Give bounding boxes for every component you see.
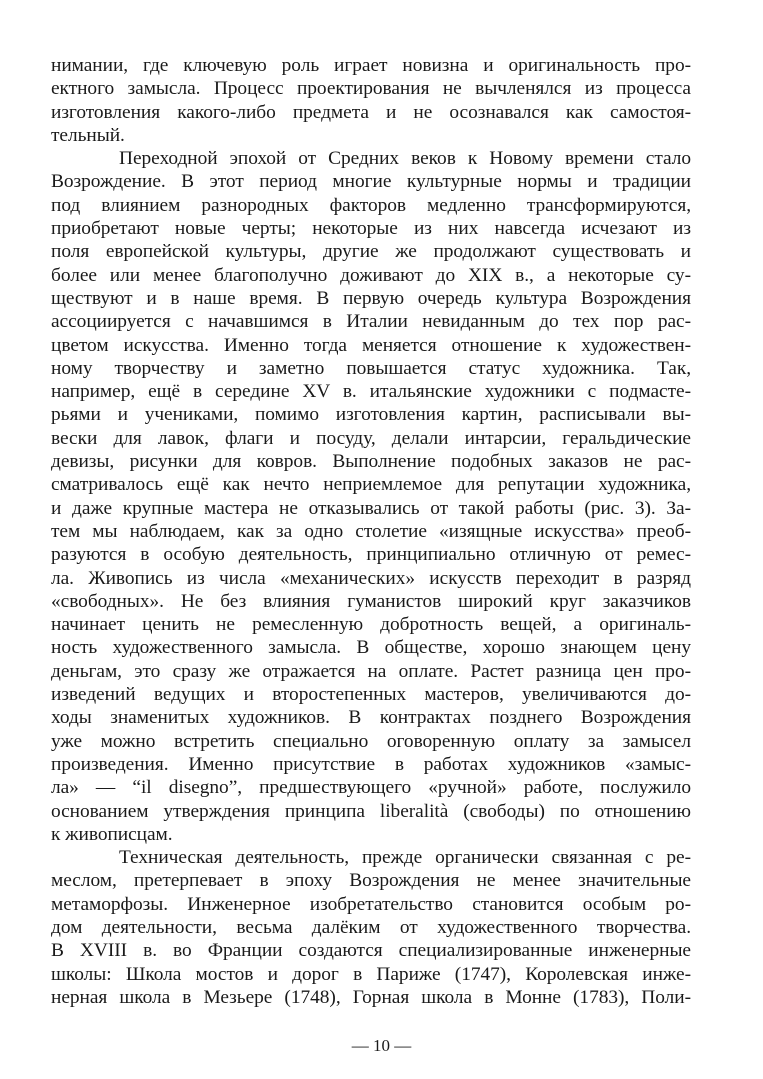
text-line: цветом искусства. Именно тогда меняется отношение к художествен- xyxy=(51,334,691,356)
text-line: к живописцам. xyxy=(51,823,173,845)
text-line: поля европейской культуры, другие же продолжают существовать и xyxy=(51,241,691,263)
text-flow xyxy=(51,54,691,1009)
text-line: изготовления какого-либо предмета и не осознавался как самостоя- xyxy=(51,101,691,123)
text-line: разуются в особую деятельность, принципиально отличную от ремес- xyxy=(51,544,691,566)
text-line: изведений ведущих и второстепенных мастеров, увеличиваются до- xyxy=(51,684,691,706)
text-line: ектного замысла. Процесс проектирования не вычленялся из процесса xyxy=(51,78,691,100)
text-line: начинает ценить не ремесленную добротность вещей, а оригиналь- xyxy=(51,614,691,636)
text-line: Переходной эпохой от Средних веков к Новому времени стало xyxy=(119,148,691,170)
text-line: деньгам, это сразу же отражается на оплате. Растет разница цен про- xyxy=(51,660,691,682)
text-line: например, ещё в середине XV в. итальянские художники с подмасте- xyxy=(51,381,691,403)
text-line: основанием утверждения принципа liberalità (свободы) по отношению xyxy=(51,800,691,822)
text-line: вески для лавок, флаги и посуду, делали интарсии, геральдические xyxy=(51,427,691,449)
page-text xyxy=(51,54,691,1009)
text-line: рьями и учениками, помимо изготовления картин, расписывали вы- xyxy=(51,404,691,426)
text-line: ассоциируется с начавшимся в Италии невиданным до тех пор рас- xyxy=(51,311,691,333)
text-line: под влиянием разнородных факторов медленно трансформируются, xyxy=(51,194,691,216)
text-line: ла. Живопись из числа «механических» искусств переходит в разряд xyxy=(51,567,691,589)
paragraph xyxy=(51,147,691,846)
text-line: девизы, рисунки для ковров. Выполнение подобных заказов не рас- xyxy=(51,451,691,473)
text-line: сматривалось ещё как нечто неприемлемое для репутации художника, xyxy=(51,474,691,496)
text-line: «свободных». Не без влияния гуманистов широкий круг заказчиков xyxy=(51,590,691,612)
text-line: меслом, претерпевает в эпоху Возрождения не менее значительные xyxy=(51,870,691,892)
text-line: В XVIII в. во Франции создаются специализированные инженерные xyxy=(51,940,691,962)
text-line: нимании, где ключевую роль играет новизна и оригинальность про- xyxy=(51,55,691,76)
text-line: метаморфозы. Инженерное изобретательство становится особым ро- xyxy=(51,893,691,915)
text-line: более или менее благополучно доживают до XIX в., а некоторые су- xyxy=(51,264,691,286)
text-line: тельный. xyxy=(51,124,125,146)
text-line: уже можно встретить специально оговоренную оплату за замысел xyxy=(51,730,691,752)
text-line: ному творчеству и заметно повышается статус художника. Так, xyxy=(51,357,691,379)
text-line: приобретают новые черты; некоторые из них навсегда исчезают из xyxy=(51,218,691,240)
text-line: Техническая деятельность, прежде органически связанная с ре- xyxy=(119,847,691,869)
text-line: произведения. Именно присутствие в работах художников «замыс- xyxy=(51,753,691,775)
paragraph xyxy=(51,54,691,147)
text-line: нерная школа в Мезьере (1748), Горная школа в Монне (1783), Поли- xyxy=(51,986,691,1008)
text-line: и даже крупные мастера не отказывались от такой работы (рис. 3). За- xyxy=(51,497,691,519)
paragraph xyxy=(51,846,691,1009)
text-line: ла» — “il disegno”, предшествующего «ручной» работе, послужило xyxy=(51,777,691,799)
page-number: — 10 — xyxy=(351,1036,412,1055)
text-line: ность художественного замысла. В обществе, хорошо знающем цену xyxy=(51,637,691,659)
text-line: тем мы наблюдаем, как за одно столетие «изящные искусства» преоб- xyxy=(51,520,691,542)
text-line: ходы знаменитых художников. В контрактах позднего Возрождения xyxy=(51,707,691,729)
text-line: дом деятельности, весьма далёким от художественного творчества. xyxy=(51,916,691,938)
text-line: Возрождение. В этот период многие культурные нормы и традиции xyxy=(51,171,691,193)
text-line: школы: Школа мостов и дорог в Париже (1747), Королевская инже- xyxy=(51,963,691,985)
text-line: ществуют и в наше время. В первую очередь культура Возрождения xyxy=(51,287,691,309)
